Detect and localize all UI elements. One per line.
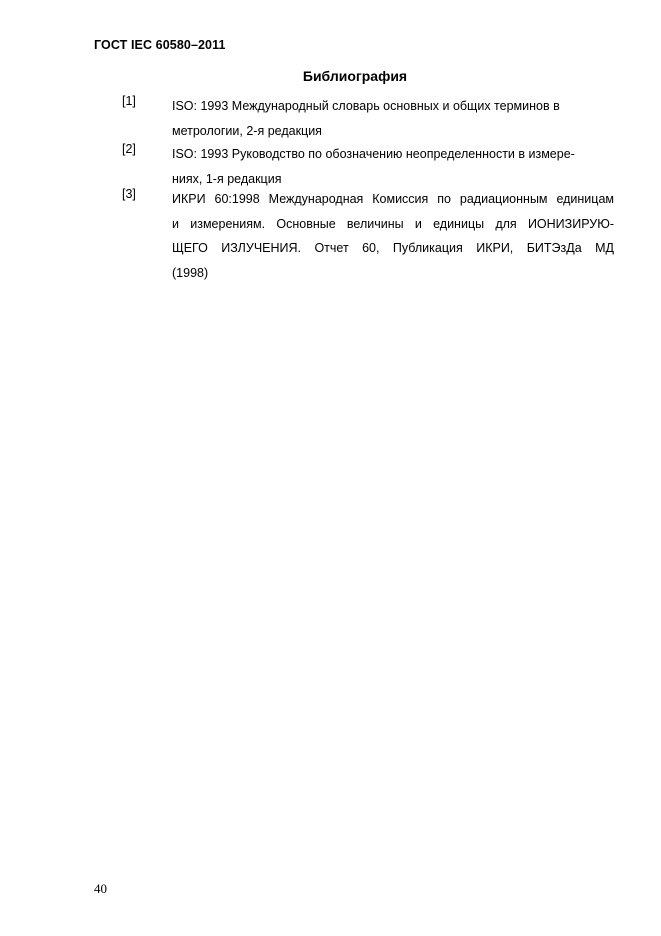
entry-line: метрологии, 2-я редакция xyxy=(172,123,322,138)
entry-text xyxy=(172,94,614,143)
entry-number: [3] xyxy=(122,187,136,201)
entry-number: [1] xyxy=(122,94,136,108)
page-number: 40 xyxy=(94,881,107,896)
entry-number: [2] xyxy=(122,142,136,156)
entry-line: и измерениям. Основные величины и единицы для ИОНИЗИРУЮ- xyxy=(172,216,614,231)
entry-text xyxy=(172,187,614,285)
entry-line: ИКРИ 60:1998 Международная Комиссия по радиационным единицам xyxy=(172,192,614,206)
entry-line: (1998) xyxy=(172,265,209,280)
entry-line: ниях, 1-я редакция xyxy=(172,171,282,186)
entry-line: ISO: 1993 Международный словарь основных и общих терминов в xyxy=(172,99,560,113)
document-header: ГОСТ IEC 60580–2011 xyxy=(94,38,226,52)
entry-line: ЩЕГО ИЗЛУЧЕНИЯ. Отчет 60, Публикация ИКРИ, БИТЭзДа МД xyxy=(172,241,614,255)
entry-text xyxy=(172,142,614,191)
entry-line: ISO: 1993 Руководство по обозначению неопределенности в измере- xyxy=(172,147,575,161)
bibliography-title: Библиография xyxy=(302,68,408,84)
